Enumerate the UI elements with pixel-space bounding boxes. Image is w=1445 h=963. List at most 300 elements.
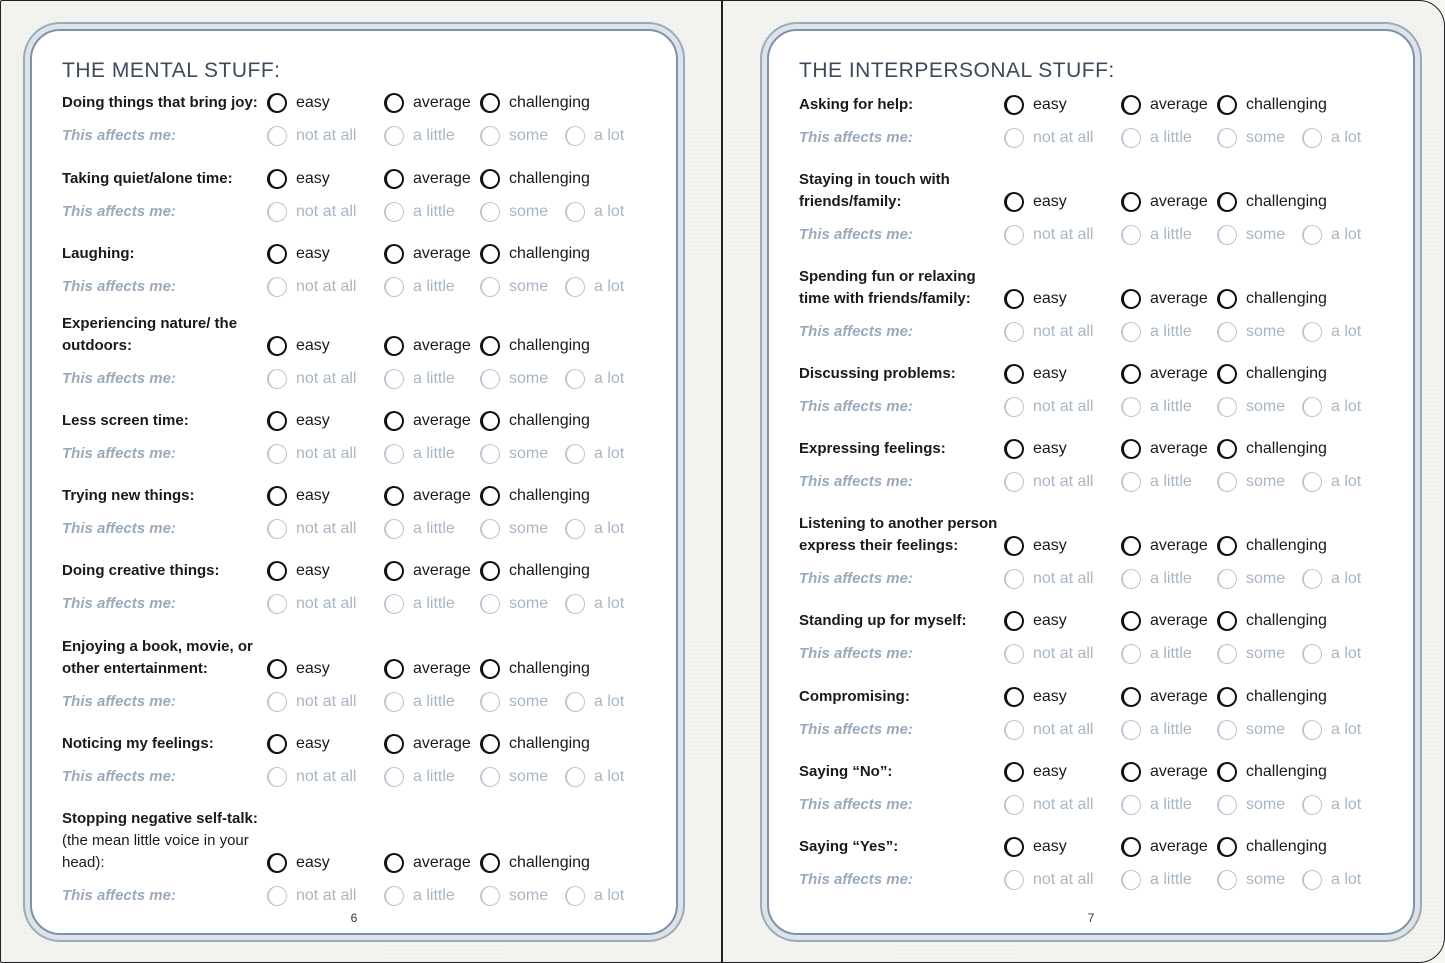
average-option[interactable] xyxy=(384,560,471,582)
radio-circle-icon[interactable] xyxy=(267,561,287,581)
average-option[interactable] xyxy=(1121,610,1208,632)
radio-circle-icon[interactable] xyxy=(480,486,500,506)
not-at-all-option[interactable] xyxy=(267,125,356,147)
not-at-all-option[interactable] xyxy=(1004,321,1093,343)
some-option[interactable] xyxy=(1217,643,1285,665)
radio-circle-icon[interactable] xyxy=(1121,472,1141,492)
not-at-all-option[interactable] xyxy=(267,885,356,907)
a-lot-option[interactable] xyxy=(565,368,624,390)
average-option[interactable] xyxy=(384,243,471,265)
not-at-all-option[interactable] xyxy=(1004,127,1093,149)
radio-circle-icon[interactable] xyxy=(1004,225,1024,245)
radio-circle-icon[interactable] xyxy=(480,126,500,146)
challenging-option[interactable] xyxy=(1217,288,1327,310)
some-option[interactable] xyxy=(480,125,548,147)
some-option[interactable] xyxy=(480,443,548,465)
radio-circle-icon[interactable] xyxy=(1217,611,1237,631)
radio-circle-icon[interactable] xyxy=(384,411,404,431)
a-lot-option[interactable] xyxy=(1302,396,1361,418)
radio-circle-icon[interactable] xyxy=(1121,322,1141,342)
challenging-option[interactable] xyxy=(1217,191,1327,213)
radio-circle-icon[interactable] xyxy=(1004,837,1024,857)
average-option[interactable] xyxy=(1121,761,1208,783)
some-option[interactable] xyxy=(480,766,548,788)
radio-circle-icon[interactable] xyxy=(1217,289,1237,309)
radio-circle-icon[interactable] xyxy=(1004,795,1024,815)
average-option[interactable] xyxy=(384,852,471,874)
radio-circle-icon[interactable] xyxy=(1004,472,1024,492)
radio-circle-icon[interactable] xyxy=(480,277,500,297)
radio-circle-icon[interactable] xyxy=(1004,687,1024,707)
challenging-option[interactable] xyxy=(1217,535,1327,557)
radio-circle-icon[interactable] xyxy=(1217,837,1237,857)
challenging-option[interactable] xyxy=(1217,363,1327,385)
some-option[interactable] xyxy=(1217,719,1285,741)
average-option[interactable] xyxy=(1121,438,1208,460)
easy-option[interactable] xyxy=(1004,535,1067,557)
radio-circle-icon[interactable] xyxy=(1217,128,1237,148)
a-little-option[interactable] xyxy=(1121,224,1192,246)
easy-option[interactable] xyxy=(267,560,330,582)
radio-circle-icon[interactable] xyxy=(1217,536,1237,556)
not-at-all-option[interactable] xyxy=(1004,794,1093,816)
easy-option[interactable] xyxy=(267,168,330,190)
radio-circle-icon[interactable] xyxy=(480,244,500,264)
easy-option[interactable] xyxy=(267,243,330,265)
radio-circle-icon[interactable] xyxy=(565,767,585,787)
some-option[interactable] xyxy=(480,518,548,540)
some-option[interactable] xyxy=(1217,869,1285,891)
radio-circle-icon[interactable] xyxy=(1121,225,1141,245)
average-option[interactable] xyxy=(384,410,471,432)
easy-option[interactable] xyxy=(1004,363,1067,385)
radio-circle-icon[interactable] xyxy=(1217,397,1237,417)
easy-option[interactable] xyxy=(1004,191,1067,213)
radio-circle-icon[interactable] xyxy=(480,93,500,113)
easy-option[interactable] xyxy=(1004,94,1067,116)
question-text: Laughing: xyxy=(62,245,135,262)
a-lot-option[interactable] xyxy=(565,518,624,540)
radio-circle-icon[interactable] xyxy=(267,519,287,539)
radio-circle-icon[interactable] xyxy=(1121,192,1141,212)
a-lot-option[interactable] xyxy=(565,443,624,465)
radio-circle-icon[interactable] xyxy=(480,411,500,431)
not-at-all-option[interactable] xyxy=(1004,719,1093,741)
difficulty-row xyxy=(62,92,662,114)
easy-option[interactable] xyxy=(267,658,330,680)
easy-option[interactable] xyxy=(267,485,330,507)
radio-circle-icon[interactable] xyxy=(384,886,404,906)
a-lot-option[interactable] xyxy=(565,885,624,907)
radio-circle-icon[interactable] xyxy=(480,734,500,754)
radio-circle-icon[interactable] xyxy=(1121,439,1141,459)
radio-circle-icon[interactable] xyxy=(1004,720,1024,740)
some-option[interactable] xyxy=(1217,396,1285,418)
radio-circle-icon[interactable] xyxy=(384,244,404,264)
radio-circle-icon[interactable] xyxy=(384,277,404,297)
some-option[interactable] xyxy=(480,368,548,390)
radio-circle-icon[interactable] xyxy=(1217,762,1237,782)
radio-circle-icon[interactable] xyxy=(1004,611,1024,631)
challenging-option[interactable] xyxy=(480,168,590,190)
average-option[interactable] xyxy=(384,168,471,190)
easy-option[interactable] xyxy=(267,733,330,755)
challenging-option[interactable] xyxy=(480,243,590,265)
radio-circle-icon[interactable] xyxy=(267,277,287,297)
radio-circle-icon[interactable] xyxy=(1121,289,1141,309)
option-label: average xyxy=(413,245,471,262)
question-text: Asking for help: xyxy=(799,96,914,113)
radio-circle-icon[interactable] xyxy=(384,519,404,539)
affects-row xyxy=(799,719,1399,741)
radio-circle-icon[interactable] xyxy=(1302,472,1322,492)
easy-option[interactable] xyxy=(1004,288,1067,310)
easy-option[interactable] xyxy=(1004,686,1067,708)
radio-circle-icon[interactable] xyxy=(267,244,287,264)
radio-circle-icon[interactable] xyxy=(1217,644,1237,664)
radio-circle-icon[interactable] xyxy=(1302,128,1322,148)
some-option[interactable] xyxy=(480,691,548,713)
average-option[interactable] xyxy=(384,92,471,114)
radio-circle-icon[interactable] xyxy=(267,767,287,787)
radio-circle-icon[interactable] xyxy=(1121,536,1141,556)
radio-circle-icon[interactable] xyxy=(1004,95,1024,115)
radio-circle-icon[interactable] xyxy=(267,692,287,712)
not-at-all-option[interactable] xyxy=(1004,568,1093,590)
some-option[interactable] xyxy=(480,201,548,223)
some-option[interactable] xyxy=(1217,321,1285,343)
average-option[interactable] xyxy=(384,658,471,680)
a-little-option[interactable] xyxy=(1121,794,1192,816)
average-option[interactable] xyxy=(384,335,471,357)
radio-circle-icon[interactable] xyxy=(267,202,287,222)
radio-circle-icon[interactable] xyxy=(480,886,500,906)
a-little-option[interactable] xyxy=(384,443,455,465)
challenging-option[interactable] xyxy=(480,335,590,357)
easy-option[interactable] xyxy=(1004,761,1067,783)
challenging-option[interactable] xyxy=(1217,610,1327,632)
some-option[interactable] xyxy=(1217,127,1285,149)
radio-circle-icon[interactable] xyxy=(1121,128,1141,148)
option-label: challenging xyxy=(509,487,590,504)
some-option[interactable] xyxy=(480,885,548,907)
radio-circle-icon[interactable] xyxy=(1217,439,1237,459)
radio-circle-icon[interactable] xyxy=(1302,720,1322,740)
radio-circle-icon[interactable] xyxy=(1302,795,1322,815)
radio-circle-icon[interactable] xyxy=(1217,225,1237,245)
radio-circle-icon[interactable] xyxy=(1217,322,1237,342)
radio-circle-icon[interactable] xyxy=(267,853,287,873)
radio-circle-icon[interactable] xyxy=(267,336,287,356)
easy-option[interactable] xyxy=(1004,836,1067,858)
challenging-option[interactable] xyxy=(480,658,590,680)
radio-circle-icon[interactable] xyxy=(480,659,500,679)
a-lot-option[interactable] xyxy=(1302,794,1361,816)
a-little-option[interactable] xyxy=(384,518,455,540)
challenging-option[interactable] xyxy=(1217,438,1327,460)
radio-circle-icon[interactable] xyxy=(1004,128,1024,148)
average-option[interactable] xyxy=(384,733,471,755)
radio-circle-icon[interactable] xyxy=(1302,569,1322,589)
radio-circle-icon[interactable] xyxy=(384,169,404,189)
radio-circle-icon[interactable] xyxy=(384,93,404,113)
radio-circle-icon[interactable] xyxy=(1004,322,1024,342)
radio-circle-icon[interactable] xyxy=(1121,611,1141,631)
radio-circle-icon[interactable] xyxy=(384,202,404,222)
average-option[interactable] xyxy=(1121,288,1208,310)
radio-circle-icon[interactable] xyxy=(1121,644,1141,664)
easy-option[interactable] xyxy=(267,410,330,432)
challenging-option[interactable] xyxy=(1217,761,1327,783)
a-little-option[interactable] xyxy=(1121,471,1192,493)
radio-circle-icon[interactable] xyxy=(1217,870,1237,890)
not-at-all-option[interactable] xyxy=(1004,224,1093,246)
radio-circle-icon[interactable] xyxy=(565,692,585,712)
radio-circle-icon[interactable] xyxy=(267,444,287,464)
radio-circle-icon[interactable] xyxy=(565,519,585,539)
radio-circle-icon[interactable] xyxy=(384,853,404,873)
radio-circle-icon[interactable] xyxy=(267,126,287,146)
radio-circle-icon[interactable] xyxy=(1217,569,1237,589)
radio-circle-icon[interactable] xyxy=(384,734,404,754)
some-option[interactable] xyxy=(1217,224,1285,246)
radio-circle-icon[interactable] xyxy=(384,126,404,146)
radio-circle-icon[interactable] xyxy=(384,444,404,464)
radio-circle-icon[interactable] xyxy=(565,277,585,297)
radio-circle-icon[interactable] xyxy=(267,486,287,506)
radio-circle-icon[interactable] xyxy=(1004,364,1024,384)
a-little-option[interactable] xyxy=(384,691,455,713)
option-label: not at all xyxy=(296,127,357,144)
challenging-option[interactable] xyxy=(480,560,590,582)
radio-circle-icon[interactable] xyxy=(1004,870,1024,890)
not-at-all-option[interactable] xyxy=(267,201,356,223)
not-at-all-option[interactable] xyxy=(267,276,356,298)
radio-circle-icon[interactable] xyxy=(1004,762,1024,782)
radio-circle-icon[interactable] xyxy=(267,886,287,906)
a-lot-option[interactable] xyxy=(565,766,624,788)
a-little-option[interactable] xyxy=(384,766,455,788)
easy-option[interactable] xyxy=(1004,610,1067,632)
option-label: a little xyxy=(413,278,455,295)
radio-circle-icon[interactable] xyxy=(1302,322,1322,342)
radio-circle-icon[interactable] xyxy=(1121,795,1141,815)
a-little-option[interactable] xyxy=(384,276,455,298)
radio-circle-icon[interactable] xyxy=(1302,225,1322,245)
a-lot-option[interactable] xyxy=(1302,869,1361,891)
radio-circle-icon[interactable] xyxy=(267,734,287,754)
radio-circle-icon[interactable] xyxy=(1302,397,1322,417)
affects-row xyxy=(62,368,662,390)
not-at-all-option[interactable] xyxy=(267,766,356,788)
radio-circle-icon[interactable] xyxy=(1217,472,1237,492)
a-little-option[interactable] xyxy=(1121,643,1192,665)
challenging-option[interactable] xyxy=(1217,836,1327,858)
radio-circle-icon[interactable] xyxy=(1004,192,1024,212)
radio-circle-icon[interactable] xyxy=(384,486,404,506)
a-lot-option[interactable] xyxy=(1302,568,1361,590)
option-label: a little xyxy=(1150,473,1192,490)
easy-option[interactable] xyxy=(1004,438,1067,460)
radio-circle-icon[interactable] xyxy=(384,561,404,581)
not-at-all-option[interactable] xyxy=(267,368,356,390)
radio-circle-icon[interactable] xyxy=(1121,720,1141,740)
radio-circle-icon[interactable] xyxy=(1121,837,1141,857)
radio-circle-icon[interactable] xyxy=(480,692,500,712)
radio-circle-icon[interactable] xyxy=(1217,720,1237,740)
challenging-option[interactable] xyxy=(480,410,590,432)
radio-circle-icon[interactable] xyxy=(384,336,404,356)
option-label: some xyxy=(509,370,549,387)
a-lot-option[interactable] xyxy=(1302,127,1361,149)
radio-circle-icon[interactable] xyxy=(1121,569,1141,589)
not-at-all-option[interactable] xyxy=(267,691,356,713)
challenging-option[interactable] xyxy=(1217,94,1327,116)
a-little-option[interactable] xyxy=(1121,719,1192,741)
not-at-all-option[interactable] xyxy=(1004,396,1093,418)
option-label: some xyxy=(509,278,549,295)
easy-option[interactable] xyxy=(267,335,330,357)
radio-circle-icon[interactable] xyxy=(267,369,287,389)
challenging-option[interactable] xyxy=(480,733,590,755)
radio-circle-icon[interactable] xyxy=(480,594,500,614)
option-label: a lot xyxy=(594,127,625,144)
radio-circle-icon[interactable] xyxy=(1217,192,1237,212)
radio-circle-icon[interactable] xyxy=(1004,536,1024,556)
radio-circle-icon[interactable] xyxy=(480,519,500,539)
radio-circle-icon[interactable] xyxy=(480,444,500,464)
radio-circle-icon[interactable] xyxy=(384,594,404,614)
easy-option[interactable] xyxy=(267,92,330,114)
some-option[interactable] xyxy=(480,276,548,298)
radio-circle-icon[interactable] xyxy=(1217,795,1237,815)
radio-circle-icon[interactable] xyxy=(565,369,585,389)
a-little-option[interactable] xyxy=(384,885,455,907)
a-lot-option[interactable] xyxy=(565,691,624,713)
a-lot-option[interactable] xyxy=(565,125,624,147)
radio-circle-icon[interactable] xyxy=(1121,870,1141,890)
radio-circle-icon[interactable] xyxy=(565,202,585,222)
a-little-option[interactable] xyxy=(384,125,455,147)
radio-circle-icon[interactable] xyxy=(1302,644,1322,664)
challenging-option[interactable] xyxy=(1217,686,1327,708)
radio-circle-icon[interactable] xyxy=(1004,397,1024,417)
radio-circle-icon[interactable] xyxy=(1004,289,1024,309)
average-option[interactable] xyxy=(1121,686,1208,708)
average-option[interactable] xyxy=(1121,94,1208,116)
option-label: average xyxy=(1150,290,1208,307)
average-option[interactable] xyxy=(1121,836,1208,858)
affects-row xyxy=(799,869,1399,891)
a-lot-option[interactable] xyxy=(1302,643,1361,665)
radio-circle-icon[interactable] xyxy=(384,369,404,389)
a-little-option[interactable] xyxy=(1121,396,1192,418)
a-little-option[interactable] xyxy=(384,201,455,223)
radio-circle-icon[interactable] xyxy=(480,169,500,189)
radio-circle-icon[interactable] xyxy=(267,169,287,189)
average-option[interactable] xyxy=(384,485,471,507)
radio-circle-icon[interactable] xyxy=(480,336,500,356)
some-option[interactable] xyxy=(1217,471,1285,493)
a-little-option[interactable] xyxy=(384,368,455,390)
radio-circle-icon[interactable] xyxy=(1217,687,1237,707)
radio-circle-icon[interactable] xyxy=(1217,364,1237,384)
challenging-option[interactable] xyxy=(480,485,590,507)
not-at-all-option[interactable] xyxy=(1004,471,1093,493)
radio-circle-icon[interactable] xyxy=(480,767,500,787)
a-little-option[interactable] xyxy=(1121,568,1192,590)
challenging-option[interactable] xyxy=(480,852,590,874)
radio-circle-icon[interactable] xyxy=(565,444,585,464)
radio-circle-icon[interactable] xyxy=(565,594,585,614)
radio-circle-icon[interactable] xyxy=(480,369,500,389)
radio-circle-icon[interactable] xyxy=(480,202,500,222)
radio-circle-icon[interactable] xyxy=(1217,95,1237,115)
a-lot-option[interactable] xyxy=(1302,719,1361,741)
option-label: a lot xyxy=(594,445,625,462)
a-little-option[interactable] xyxy=(1121,869,1192,891)
a-lot-option[interactable] xyxy=(565,593,624,615)
a-little-option[interactable] xyxy=(1121,127,1192,149)
radio-circle-icon[interactable] xyxy=(267,594,287,614)
radio-circle-icon[interactable] xyxy=(565,126,585,146)
radio-circle-icon[interactable] xyxy=(1121,364,1141,384)
not-at-all-option[interactable] xyxy=(1004,869,1093,891)
easy-option[interactable] xyxy=(267,852,330,874)
average-option[interactable] xyxy=(1121,191,1208,213)
radio-circle-icon[interactable] xyxy=(1004,644,1024,664)
some-option[interactable] xyxy=(1217,568,1285,590)
not-at-all-option[interactable] xyxy=(267,593,356,615)
not-at-all-option[interactable] xyxy=(267,443,356,465)
challenging-option[interactable] xyxy=(480,92,590,114)
option-label: easy xyxy=(296,245,330,262)
a-lot-option[interactable] xyxy=(565,201,624,223)
a-lot-option[interactable] xyxy=(565,276,624,298)
average-option[interactable] xyxy=(1121,535,1208,557)
radio-circle-icon[interactable] xyxy=(267,93,287,113)
radio-circle-icon[interactable] xyxy=(1121,95,1141,115)
radio-circle-icon[interactable] xyxy=(565,886,585,906)
a-lot-option[interactable] xyxy=(1302,471,1361,493)
not-at-all-option[interactable] xyxy=(267,518,356,540)
radio-circle-icon[interactable] xyxy=(480,853,500,873)
some-option[interactable] xyxy=(1217,794,1285,816)
radio-circle-icon[interactable] xyxy=(267,411,287,431)
some-option[interactable] xyxy=(480,593,548,615)
not-at-all-option[interactable] xyxy=(1004,643,1093,665)
a-lot-option[interactable] xyxy=(1302,224,1361,246)
radio-circle-icon[interactable] xyxy=(384,659,404,679)
radio-circle-icon[interactable] xyxy=(1004,569,1024,589)
affects-row xyxy=(62,443,662,465)
radio-circle-icon[interactable] xyxy=(267,659,287,679)
a-little-option[interactable] xyxy=(1121,321,1192,343)
radio-circle-icon[interactable] xyxy=(1121,397,1141,417)
a-little-option[interactable] xyxy=(384,593,455,615)
option-label: average xyxy=(1150,763,1208,780)
affects-row xyxy=(799,568,1399,590)
radio-circle-icon[interactable] xyxy=(384,767,404,787)
a-lot-option[interactable] xyxy=(1302,321,1361,343)
radio-circle-icon[interactable] xyxy=(384,692,404,712)
radio-circle-icon[interactable] xyxy=(1121,687,1141,707)
radio-circle-icon[interactable] xyxy=(1302,870,1322,890)
radio-circle-icon[interactable] xyxy=(1004,439,1024,459)
radio-circle-icon[interactable] xyxy=(1121,762,1141,782)
average-option[interactable] xyxy=(1121,363,1208,385)
radio-circle-icon[interactable] xyxy=(480,561,500,581)
